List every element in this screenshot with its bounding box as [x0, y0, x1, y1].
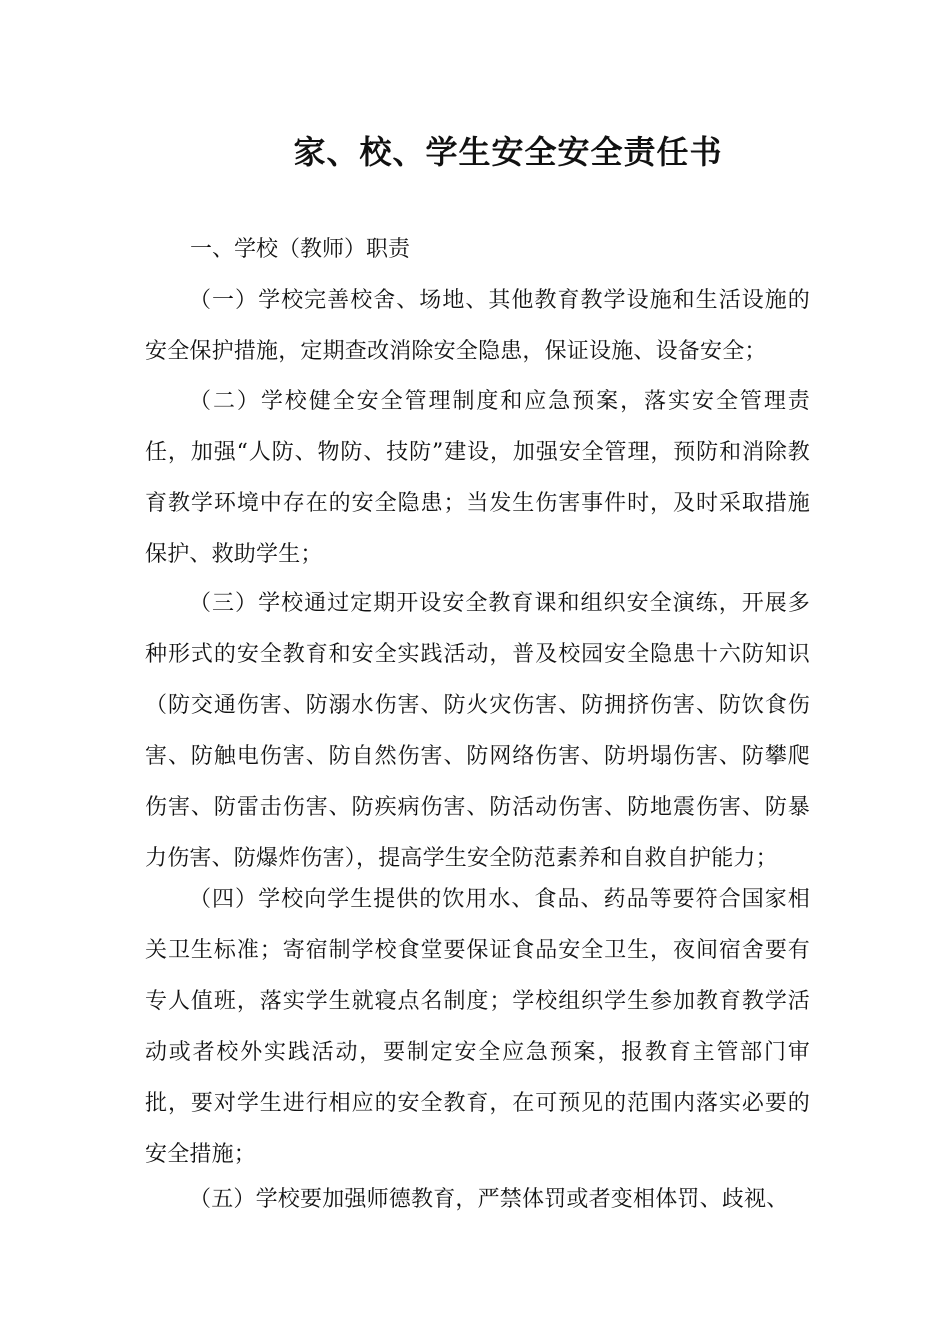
paragraph-5: （五）学校要加强师德教育，严禁体罚或者变相体罚、歧视、 — [189, 1187, 789, 1212]
document-title: 家、校、学生安全安全责任书 — [293, 133, 723, 171]
paragraph-2: （二）学校健全安全管理制度和应急预案，落实安全管理责任，加强“人防、物防、技防”建设，加强安全管理，预防和消除教育教学环境中存在的安全隐患；当发生伤害事件时，及时采取措施保护、救助学生； — [145, 389, 810, 567]
paragraph-1: （一）学校完善校舍、场地、其他教育教学设施和生活设施的安全保护措施，定期查改消除安全隐患，保证设施、设备安全； — [145, 288, 810, 364]
paragraph-3: （三）学校通过定期开设安全教育课和组织安全演练，开展多种形式的安全教育和安全实践活动，普及校园安全隐患十六防知识（防交通伤害、防溺水伤害、防火灾伤害、防拥挤伤害、防饮食伤害、防触电伤害、防自然伤害、防网络伤害、防坍塌伤害、防攀爬伤害、防雷击伤害、防疾病伤害、防活动伤害、防地震伤害、防暴力伤害、防爆炸伤害），提高学生安全防范素养和自救自护能力； — [145, 591, 810, 871]
paragraph-4: （四）学校向学生提供的饮用水、食品、药品等要符合国家相关卫生标准；寄宿制学校食堂要保证食品安全卫生，夜间宿舍要有专人值班，落实学生就寝点名制度；学校组织学生参加教育教学活动或者校外实践活动，要制定安全应急预案，报教育主管部门审批，要对学生进行相应的安全教育，在可预见的范围内落实必要的安全措施； — [145, 887, 810, 1167]
section-heading: 一、学校（教师）职责 — [190, 237, 411, 262]
